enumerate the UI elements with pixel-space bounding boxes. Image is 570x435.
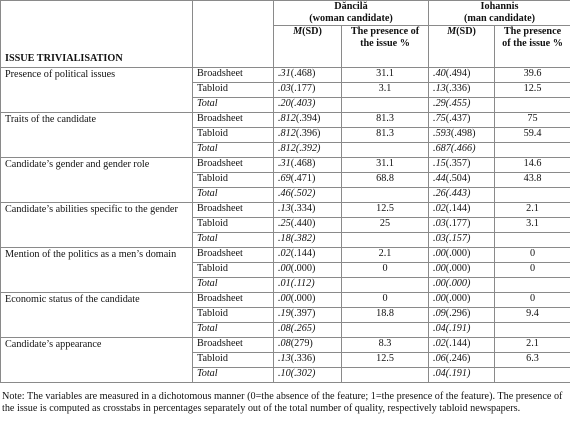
dancila-mean-sd-cell xyxy=(274,338,342,353)
sd-value: (.144) xyxy=(445,338,471,349)
sd-value: (.177) xyxy=(445,218,471,229)
iohannis-total-empty xyxy=(495,323,570,338)
mean-value: .13 xyxy=(278,203,291,214)
dancila-total-empty xyxy=(342,368,429,383)
iohannis-total-empty xyxy=(495,188,570,203)
sd-value: (.396) xyxy=(295,128,321,139)
table-note: Note: The variables are measured in a dichotomous manner (0=the absence of the feature; 1=the presence of the feature). The presence of the issue is computed as crosstabs in percentages separately out of the total number of quality, respectively tabloid newspapers. xyxy=(2,391,563,415)
dancila-presence-cell: 3.1 xyxy=(342,83,429,98)
mean-value: .31 xyxy=(278,158,291,169)
mean-value: .69 xyxy=(278,173,291,184)
dancila-total-empty xyxy=(342,98,429,113)
sd-value: (.000) xyxy=(290,263,316,274)
iohannis-mean-sd-cell xyxy=(429,113,495,128)
candidate-header-iohannis xyxy=(429,1,570,26)
dancila-presence-cell: 12.5 xyxy=(342,353,429,368)
issue-label: Candidate’s appearance xyxy=(1,338,193,383)
dancila-mean-sd-cell xyxy=(274,68,342,83)
dancila-total-cell: .46(.502) xyxy=(274,188,342,203)
row-type-tabloid: Tabloid xyxy=(193,353,274,368)
mean-value: .00 xyxy=(278,293,291,304)
mean-value: .02 xyxy=(433,203,446,214)
dancila-presence-cell: 12.5 xyxy=(342,203,429,218)
row-type-tabloid: Tabloid xyxy=(193,128,274,143)
header-blank-cell xyxy=(193,1,274,68)
iohannis-presence-cell: 0 xyxy=(495,293,570,308)
dancila-mean-sd-cell xyxy=(274,128,342,143)
mean-value: .44 xyxy=(433,173,446,184)
sd-value: (.000) xyxy=(445,248,471,259)
sd-value: (.498) xyxy=(450,128,476,139)
issue-label: Candidate’s gender and gender role xyxy=(1,158,193,203)
sd-value: (.144) xyxy=(445,203,471,214)
dancila-total-empty xyxy=(342,188,429,203)
dancila-mean-sd-cell xyxy=(274,308,342,323)
candidate-subtitle: (man candidate) xyxy=(464,12,536,24)
dancila-total-empty xyxy=(342,233,429,248)
table-row xyxy=(1,248,570,263)
sd-value: (.394) xyxy=(295,113,321,124)
iohannis-presence-cell: 2.1 xyxy=(495,338,570,353)
iohannis-presence-cell: 9.4 xyxy=(495,308,570,323)
iohannis-total-empty xyxy=(495,368,570,383)
sd-value: (.494) xyxy=(445,68,471,79)
mean-value: .75 xyxy=(433,113,446,124)
dancila-presence-cell: 18.8 xyxy=(342,308,429,323)
issue-label: Traits of the candidate xyxy=(1,113,193,158)
mean-value: .00 xyxy=(278,263,291,274)
column-header-mean-sd xyxy=(429,26,495,68)
mean-value: .00 xyxy=(433,248,446,259)
table-row xyxy=(1,203,570,218)
dancila-total-cell: .20(.403) xyxy=(274,98,342,113)
row-type-broadsheet: Broadsheet xyxy=(193,113,274,128)
row-type-tabloid: Tabloid xyxy=(193,263,274,278)
iohannis-total-empty xyxy=(495,98,570,113)
sd-value: (.468) xyxy=(290,158,316,169)
row-type-broadsheet: Broadsheet xyxy=(193,203,274,218)
sd-value: (.468) xyxy=(290,68,316,79)
mean-value: .19 xyxy=(278,308,291,319)
iohannis-mean-sd-cell xyxy=(429,158,495,173)
iohannis-presence-cell: 12.5 xyxy=(495,83,570,98)
row-type-tabloid: Tabloid xyxy=(193,308,274,323)
dancila-presence-cell: 0 xyxy=(342,263,429,278)
iohannis-presence-cell: 14.6 xyxy=(495,158,570,173)
iohannis-presence-cell: 75 xyxy=(495,113,570,128)
iohannis-mean-sd-cell xyxy=(429,263,495,278)
dancila-total-empty xyxy=(342,278,429,293)
sd-value: (.336) xyxy=(445,83,471,94)
mean-value: .25 xyxy=(278,218,291,229)
candidate-name: Dăncilă xyxy=(334,1,368,12)
sd-value: (.296) xyxy=(445,308,471,319)
dancila-presence-cell: 25 xyxy=(342,218,429,233)
dancila-presence-cell: 0 xyxy=(342,293,429,308)
dancila-presence-cell: 31.1 xyxy=(342,158,429,173)
sd-value: (.504) xyxy=(445,173,471,184)
sd-value: (.246) xyxy=(445,353,471,364)
mean-value: .812 xyxy=(278,128,296,139)
table-row xyxy=(1,158,570,173)
candidate-subtitle: (woman candidate) xyxy=(309,12,393,24)
dancila-presence-cell: 81.3 xyxy=(342,113,429,128)
row-type-total: Total xyxy=(193,98,274,113)
row-type-total: Total xyxy=(193,323,274,338)
row-type-tabloid: Tabloid xyxy=(193,83,274,98)
dancila-mean-sd-cell xyxy=(274,173,342,188)
mean-value: .03 xyxy=(278,83,291,94)
dancila-presence-cell: 68.8 xyxy=(342,173,429,188)
iohannis-total-empty xyxy=(495,143,570,158)
sd-value: (.471) xyxy=(290,173,316,184)
dancila-mean-sd-cell xyxy=(274,353,342,368)
iohannis-mean-sd-cell xyxy=(429,353,495,368)
column-header-presence: The presence of the issue % xyxy=(495,26,570,68)
column-header-presence: The presence of the issue % xyxy=(342,26,429,68)
mean-symbol: M xyxy=(293,26,303,37)
mean-value: .00 xyxy=(433,263,446,274)
iohannis-total-cell: .04(.191) xyxy=(429,368,495,383)
table-row xyxy=(1,293,570,308)
sd-label: (SD) xyxy=(302,26,322,37)
sd-value: (.397) xyxy=(290,308,316,319)
iohannis-total-empty xyxy=(495,233,570,248)
dancila-total-cell: .10(.302) xyxy=(274,368,342,383)
row-type-total: Total xyxy=(193,368,274,383)
dancila-total-cell: .812(.392) xyxy=(274,143,342,158)
mean-value: .812 xyxy=(278,113,296,124)
dancila-mean-sd-cell xyxy=(274,263,342,278)
row-type-total: Total xyxy=(193,188,274,203)
iohannis-mean-sd-cell xyxy=(429,68,495,83)
iohannis-total-cell: .03(.157) xyxy=(429,233,495,248)
iohannis-mean-sd-cell xyxy=(429,293,495,308)
iohannis-mean-sd-cell xyxy=(429,338,495,353)
row-type-tabloid: Tabloid xyxy=(193,173,274,188)
issue-label: Presence of political issues xyxy=(1,68,193,113)
mean-value: .40 xyxy=(433,68,446,79)
mean-value: .00 xyxy=(433,293,446,304)
table-title: ISSUE TRIVIALISATION xyxy=(1,1,193,68)
column-header-mean-sd xyxy=(274,26,342,68)
iohannis-total-cell: .687(.466) xyxy=(429,143,495,158)
dancila-mean-sd-cell xyxy=(274,158,342,173)
sd-value: (.334) xyxy=(290,203,316,214)
mean-value: .593 xyxy=(433,128,451,139)
issue-label: Economic status of the candidate xyxy=(1,293,193,338)
iohannis-total-cell: .29(.455) xyxy=(429,98,495,113)
dancila-mean-sd-cell xyxy=(274,113,342,128)
dancila-presence-cell: 81.3 xyxy=(342,128,429,143)
dancila-mean-sd-cell xyxy=(274,203,342,218)
sd-value: (.440) xyxy=(290,218,316,229)
dancila-total-empty xyxy=(342,143,429,158)
mean-value: .08 xyxy=(278,338,291,349)
dancila-total-cell: .08(.265) xyxy=(274,323,342,338)
mean-value: .31 xyxy=(278,68,291,79)
mean-value: .03 xyxy=(433,218,446,229)
row-type-broadsheet: Broadsheet xyxy=(193,158,274,173)
iohannis-mean-sd-cell xyxy=(429,203,495,218)
iohannis-total-empty xyxy=(495,278,570,293)
iohannis-mean-sd-cell xyxy=(429,308,495,323)
mean-value: .13 xyxy=(278,353,291,364)
row-type-total: Total xyxy=(193,143,274,158)
dancila-mean-sd-cell xyxy=(274,293,342,308)
row-type-broadsheet: Broadsheet xyxy=(193,338,274,353)
iohannis-total-cell: .26(.443) xyxy=(429,188,495,203)
sd-value: (.000) xyxy=(445,263,471,274)
sd-value: (.144) xyxy=(290,248,316,259)
sd-value: (.177) xyxy=(290,83,316,94)
iohannis-mean-sd-cell xyxy=(429,83,495,98)
candidate-header-dancila xyxy=(274,1,429,26)
dancila-mean-sd-cell xyxy=(274,83,342,98)
mean-value: .15 xyxy=(433,158,446,169)
mean-value: .09 xyxy=(433,308,446,319)
mean-value: .02 xyxy=(278,248,291,259)
iohannis-presence-cell: 3.1 xyxy=(495,218,570,233)
dancila-presence-cell: 31.1 xyxy=(342,68,429,83)
iohannis-presence-cell: 2.1 xyxy=(495,203,570,218)
mean-symbol: M xyxy=(447,26,457,37)
dancila-presence-cell: 2.1 xyxy=(342,248,429,263)
sd-value: (279) xyxy=(290,338,313,349)
issue-label: Candidate’s abilities specific to the gender xyxy=(1,203,193,248)
row-type-broadsheet: Broadsheet xyxy=(193,248,274,263)
row-type-total: Total xyxy=(193,233,274,248)
sd-value: (.336) xyxy=(290,353,316,364)
mean-value: .06 xyxy=(433,353,446,364)
iohannis-mean-sd-cell xyxy=(429,218,495,233)
iohannis-presence-cell: 43.8 xyxy=(495,173,570,188)
iohannis-presence-cell: 0 xyxy=(495,263,570,278)
sd-value: (.437) xyxy=(445,113,471,124)
table-row xyxy=(1,338,570,353)
iohannis-mean-sd-cell xyxy=(429,128,495,143)
table-row xyxy=(1,113,570,128)
iohannis-mean-sd-cell xyxy=(429,248,495,263)
iohannis-total-cell: .04(.191) xyxy=(429,323,495,338)
row-type-tabloid: Tabloid xyxy=(193,218,274,233)
issue-label: Mention of the politics as a men’s domain xyxy=(1,248,193,293)
sd-value: (.000) xyxy=(290,293,316,304)
iohannis-total-cell: .00(.000) xyxy=(429,278,495,293)
table-body xyxy=(1,68,570,383)
mean-value: .02 xyxy=(433,338,446,349)
iohannis-mean-sd-cell xyxy=(429,173,495,188)
candidate-name: Iohannis xyxy=(480,1,519,12)
iohannis-presence-cell: 6.3 xyxy=(495,353,570,368)
row-type-broadsheet: Broadsheet xyxy=(193,68,274,83)
mean-value: .13 xyxy=(433,83,446,94)
dancila-mean-sd-cell xyxy=(274,218,342,233)
row-type-total: Total xyxy=(193,278,274,293)
dancila-total-empty xyxy=(342,323,429,338)
row-type-broadsheet: Broadsheet xyxy=(193,293,274,308)
dancila-total-cell: .01(.112) xyxy=(274,278,342,293)
dancila-total-cell: .18(.382) xyxy=(274,233,342,248)
dancila-mean-sd-cell xyxy=(274,248,342,263)
sd-label: (SD) xyxy=(456,26,476,37)
iohannis-presence-cell: 59.4 xyxy=(495,128,570,143)
iohannis-presence-cell: 39.6 xyxy=(495,68,570,83)
iohannis-presence-cell: 0 xyxy=(495,248,570,263)
sd-value: (.357) xyxy=(445,158,471,169)
table-row xyxy=(1,68,570,83)
dancila-presence-cell: 8.3 xyxy=(342,338,429,353)
sd-value: (.000) xyxy=(445,293,471,304)
